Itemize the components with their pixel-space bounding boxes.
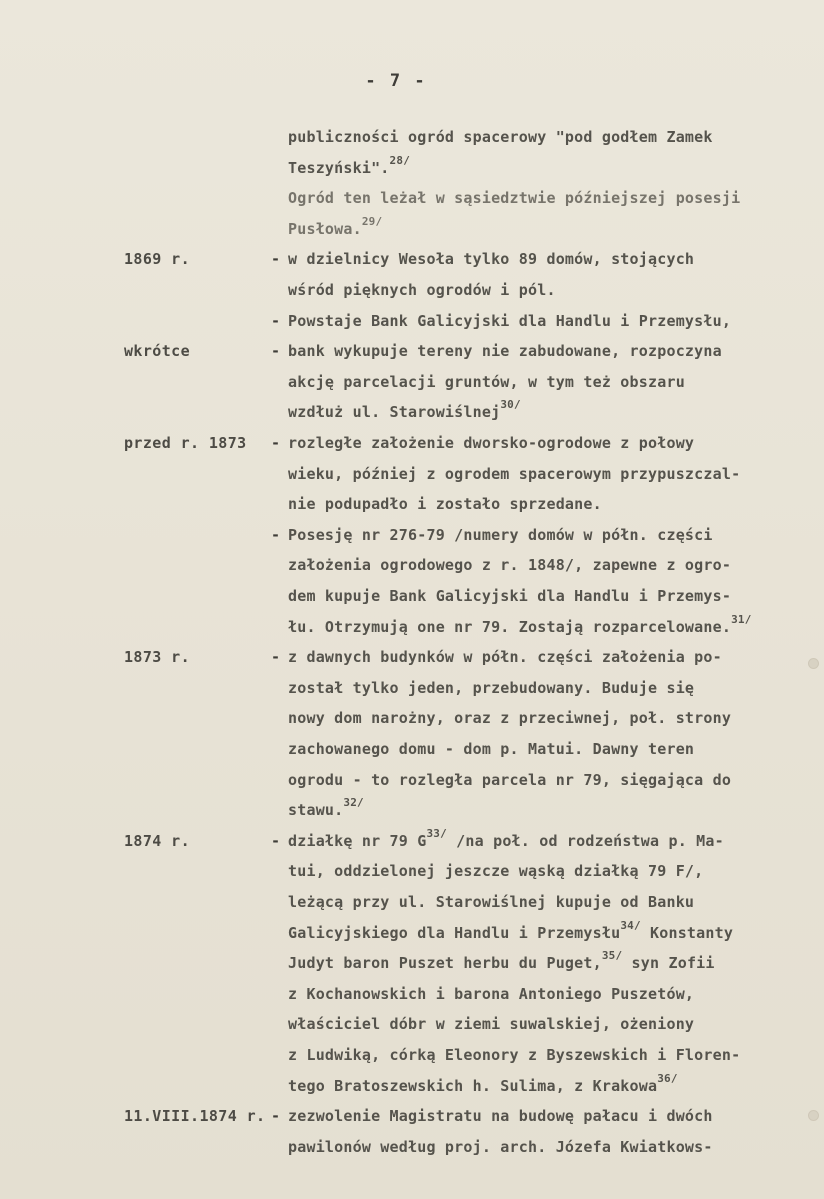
- punch-hole: [808, 658, 819, 669]
- line-text: akcję parcelacji gruntów, w tym też obszaru: [288, 372, 685, 391]
- text-line: [288, 985, 694, 1003]
- line-text: ogrodu - to rozległa parcela nr 79, sięgająca do: [288, 770, 732, 789]
- line-text: z dawnych budynków w półn. części założenia po-: [288, 648, 722, 667]
- line-text: nowy dom narożny, oraz z przeciwnej, poł. strony: [288, 709, 732, 728]
- line-text: łu. Otrzymują one nr 79. Zostają rozparcelowane.: [288, 617, 732, 636]
- entry-date: przed r. 1873: [124, 434, 247, 452]
- text-line: [288, 250, 694, 268]
- footnote-marker: 36/: [657, 1071, 678, 1085]
- line-text-tail: Konstanty: [640, 923, 734, 942]
- text-line: [288, 612, 752, 636]
- line-text: tui, oddzielonej jeszcze wąską działką 79 F/,: [288, 862, 704, 881]
- line-text: Ogród ten leżał w sąsiedztwie późniejszej posesji: [288, 189, 741, 208]
- footnote-marker: 35/: [601, 949, 623, 963]
- text-line: [288, 214, 383, 238]
- line-text: publiczności ogród spacerowy "pod godłem Zamek: [288, 128, 713, 146]
- text-line: [288, 826, 724, 850]
- line-text: wśród pięknych ogrodów i pól.: [288, 281, 556, 299]
- page-number: - 7 -: [365, 71, 427, 91]
- entry-dash: -: [271, 648, 281, 667]
- line-text: z Kochanowskich i barona Antoniego Puszetów,: [288, 984, 695, 1003]
- line-text: wieku, później z ogrodem spacerowym przypuszczal-: [288, 464, 741, 483]
- text-line: [288, 1107, 713, 1125]
- line-text-tail: /na poł. od rodzeństwa p. Ma-: [446, 831, 724, 850]
- line-text: Pusłowa.: [288, 219, 362, 238]
- text-line: [288, 918, 734, 942]
- text-line: [288, 189, 740, 207]
- footnote-marker: 31/: [731, 612, 752, 626]
- text-line: [288, 679, 694, 697]
- entry-date: 1873 r.: [124, 648, 191, 667]
- text-line: [288, 465, 740, 483]
- line-text-tail: syn Zofii: [622, 954, 715, 973]
- text-line: [288, 556, 731, 574]
- text-line: [288, 893, 694, 911]
- text-line: [288, 495, 602, 513]
- footnote-marker: 28/: [389, 153, 411, 167]
- text-line: [288, 312, 731, 330]
- text-line: [288, 342, 722, 360]
- text-line: [288, 796, 364, 820]
- entry-date: 1874 r.: [124, 831, 191, 850]
- line-text: działkę nr 79 G: [288, 831, 427, 850]
- text-line: [288, 1015, 694, 1033]
- entry-dash: -: [271, 525, 281, 544]
- line-text: zachowanego domu - dom p. Matui. Dawny teren: [288, 740, 695, 758]
- text-line: [288, 709, 731, 727]
- text-line: [288, 648, 722, 666]
- text-line: [288, 740, 694, 758]
- entry-date: wkrótce: [124, 342, 191, 361]
- line-text: wzdłuż ul. Starowiślnej: [288, 403, 501, 422]
- footnote-marker: 29/: [361, 214, 383, 228]
- line-text: został tylko jeden, przebudowany. Buduje się: [288, 678, 695, 697]
- line-text: z Ludwiką, córką Eleonory z Byszewskich i Floren-: [288, 1046, 741, 1064]
- footnote-marker: 32/: [343, 796, 364, 810]
- text-line: [288, 153, 411, 177]
- text-line: [288, 949, 715, 973]
- text-line: [288, 281, 556, 299]
- text-line: [288, 1046, 740, 1064]
- punch-hole: [808, 1110, 819, 1121]
- entry-date: 1869 r.: [124, 250, 191, 269]
- line-text: Posesję nr 276-79 /numery domów w półn. części: [288, 525, 713, 544]
- footnote-marker: 34/: [620, 918, 641, 932]
- entry-date: 11.VIII.1874 r.: [124, 1107, 266, 1126]
- text-line: [288, 128, 713, 146]
- footnote-marker: 33/: [426, 826, 447, 840]
- line-text: rozległe założenie dworsko-ogrodowe z połowy: [288, 434, 695, 452]
- text-line: [288, 862, 703, 880]
- line-text: tego Bratoszewskich h. Sulima, z Krakowa: [288, 1076, 658, 1095]
- entry-dash: -: [271, 250, 281, 269]
- entry-dash: -: [271, 1107, 281, 1126]
- text-line: [288, 373, 685, 391]
- line-text: Teszyński".: [288, 158, 390, 177]
- line-text: pawilonów według proj. arch. Józefa Kwiatkows-: [288, 1137, 713, 1156]
- text-line: [288, 434, 694, 452]
- line-text: bank wykupuje tereny nie zabudowane, rozpoczyna: [288, 342, 722, 361]
- line-text: właściciel dóbr w ziemi suwalskiej, ożeniony: [288, 1015, 695, 1034]
- entry-dash: -: [271, 831, 281, 850]
- line-text: zezwolenie Magistratu na budowę pałacu i dwóch: [288, 1107, 713, 1126]
- line-text: Judyt baron Puszet herbu du Puget,: [288, 954, 602, 973]
- line-text: w dzielnicy Wesoła tylko 89 domów, stojących: [288, 250, 695, 269]
- entry-dash: -: [271, 311, 281, 330]
- text-line: [288, 587, 731, 605]
- line-text: założenia ogrodowego z r. 1848/, zapewne z ogro-: [288, 556, 732, 575]
- entry-dash: -: [271, 434, 281, 452]
- line-text: nie podupadło i zostało sprzedane.: [288, 495, 602, 514]
- text-line: [288, 398, 521, 422]
- line-text: Powstaje Bank Galicyjski dla Handlu i Przemysłu,: [288, 311, 732, 330]
- footnote-marker: 30/: [500, 398, 521, 412]
- text-line: [288, 1138, 713, 1156]
- line-text: dem kupuje Bank Galicyjski dla Handlu i Przemys-: [288, 587, 732, 605]
- entry-dash: -: [271, 342, 281, 361]
- line-text: stawu.: [288, 801, 344, 820]
- text-line: [288, 526, 713, 544]
- line-text: Galicyjskiego dla Handlu i Przemysłu: [288, 923, 621, 942]
- line-text: leżącą przy ul. Starowiślnej kupuje od Banku: [288, 893, 695, 911]
- text-line: [288, 771, 731, 789]
- text-line: [288, 1071, 678, 1095]
